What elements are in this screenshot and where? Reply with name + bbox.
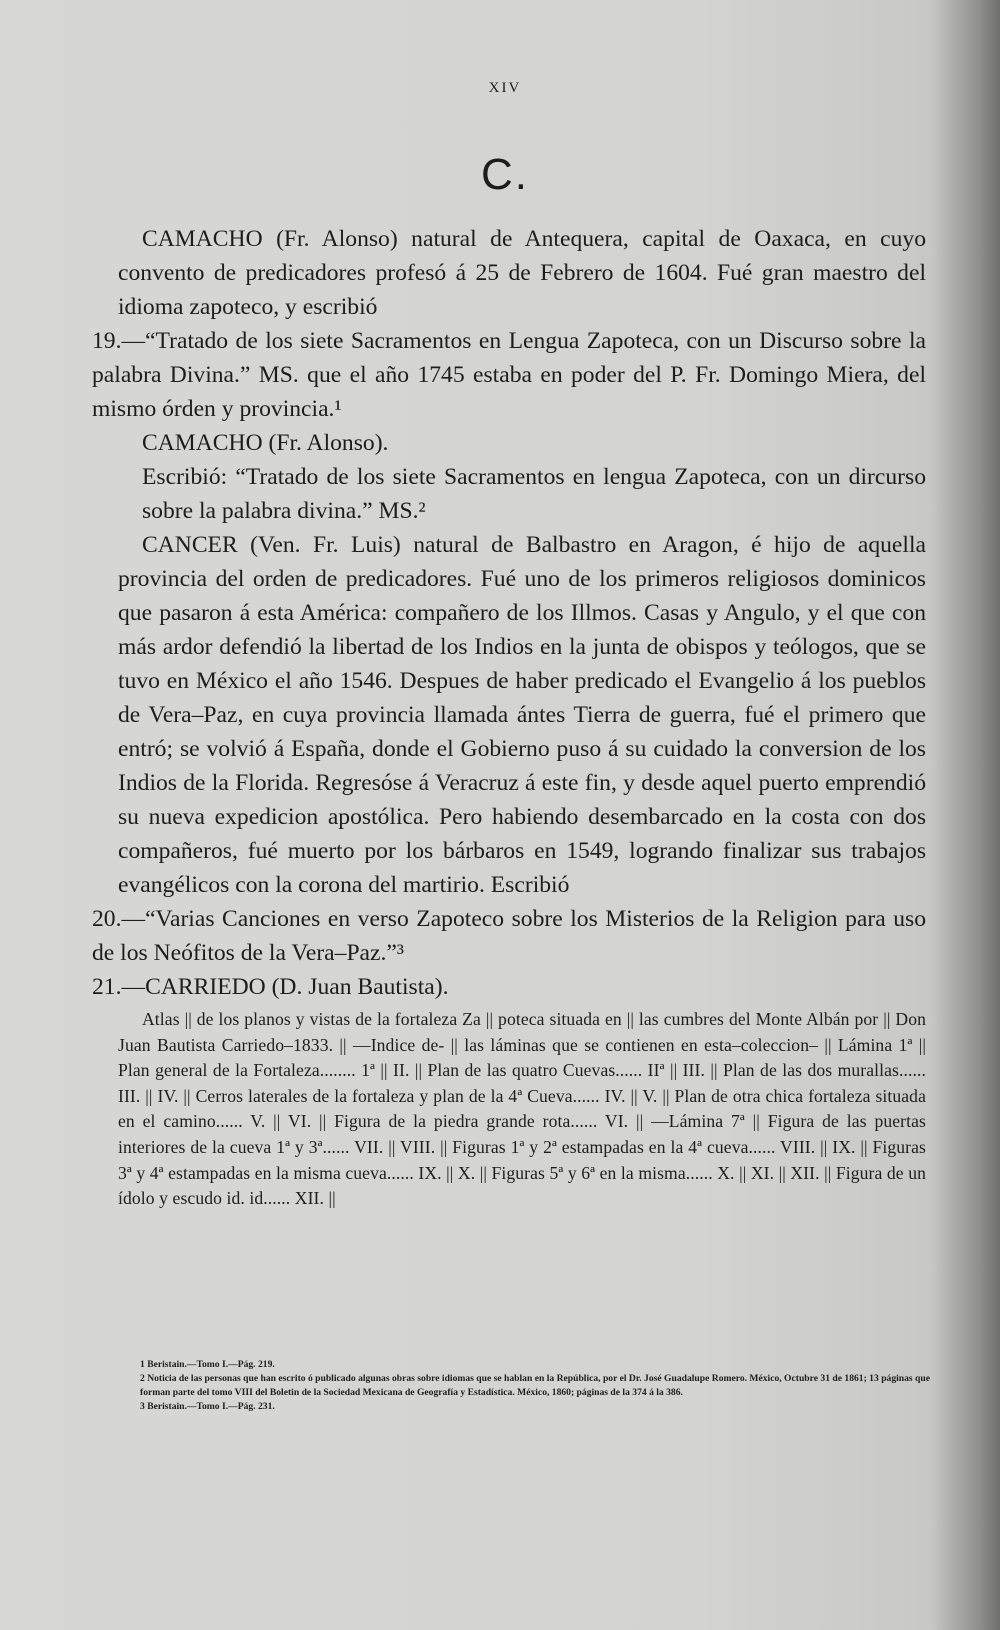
footnote-1: 1 Beristain.—Tomo I.—Pág. 219. <box>140 1359 275 1370</box>
entry-camacho-bio: CAMACHO (Fr. Alonso) natural de Antequera, capital de Oaxaca, en cuyo convento de predicadores profesó á 25 de Febrero de 1604. Fué gran maestro del idioma zapoteco, y escribió <box>118 226 926 320</box>
main-text <box>92 222 926 1212</box>
entry-cancer-bio: CANCER (Ven. Fr. Luis) natural de Balbastro en Aragon, é hijo de aquella provincia del orden de predicadores. Fué uno de los primeros religiosos dominicos que pasaron á esta América: compañero de los Illmos. Casas y Angulo, y el que con más ardor defendió la libertad de los Indios en la junta de obispos y teólogos, que se tuvo en México el año 1546. Despues de haber predicado el Evangelio á los pueblos de Vera–Paz, en cuya provincia llamada ántes Tierra de guerra, fué el primero que entró; se volvió á España, donde el Gobierno puso á su cuidado la conversion de los Indios de la Florida. Regresóse á Veracruz á este fin, y desde aquel puerto emprendió su nueva expedicion apostólica. Pero habiendo desembarcado en la costa con dos compañeros, fué muerto por los bárbaros en 1549, logrando finalizar sus trabajos evangélicos con la corona del martirio. Escribió <box>118 532 926 898</box>
page-number: XIV <box>488 80 522 96</box>
work-19: 19.—“Tratado de los siete Sacramentos en Lengua Zapoteca, con un Discurso sobre la palabra Divina.” MS. que el año 1745 estaba en poder del P. Fr. Domingo Miera, del mismo órden y provincia.¹ <box>92 328 926 422</box>
work-21-heading: 21.—CARRIEDO (D. Juan Bautista). <box>92 974 449 1000</box>
entry-camacho-heading: CAMACHO (Fr. Alonso). <box>142 430 389 456</box>
work-20: 20.—“Varias Canciones en verso Zapoteco sobre los Misterios de la Religion para uso de los Neófitos de la Vera–Paz.”³ <box>92 906 926 966</box>
entry-camacho-note: Escribió: “Tratado de los siete Sacramentos en lengua Zapoteca, con un dircurso sobre la palabra divina.” MS.² <box>142 464 926 524</box>
footnote-3: 3 Beristain.—Tomo I.—Pág. 231. <box>140 1401 275 1412</box>
footnotes <box>140 1358 930 1414</box>
section-heading: C. <box>481 150 529 199</box>
footnote-2: 2 Noticia de las personas que han escrito ó publicado algunas obras sobre idiomas que se hablan en la República, por el Dr. José Guadalupe Romero. México, Octubre 31 de 1861; 13 páginas que forman parte del tomo VIII del Boletin de la Sociedad Mexicana de Geografía y Estadística. México, 1860; páginas de la 374 á la 386. <box>140 1373 930 1398</box>
work-21-description: Atlas || de los planos y vistas de la fortaleza Za || poteca situada en || las cumbres del Monte Albán por || Don Juan Bautista Carriedo–1833. || —Indice de- || las láminas que se contienen en esta–coleccion– || Lámina 1ª || Plan general de la Fortaleza........ 1ª || II. || Plan de las quatro Cuevas...... IIª || III. || Plan de las dos murallas...... III. || IV. || Cerros laterales de la fortaleza y plan de la 4ª Cueva...... IV. || V. || Plan de otra chica fortaleza situada en el camino...... V. || VI. || Figura de la piedra grande rota...... VI. || —Lámina 7ª || Figura de las puertas interiores de la cueva 1ª y 3ª...... VII. || VIII. || Figuras 1ª y 2ª estampadas en la 4ª cueva...... VIII. || IX. || Figuras 3ª y 4ª estampadas en la misma cueva...... IX. || X. || Figuras 5ª y 6ª en la misma...... X. || XI. || XII. || Figura de un ídolo y escudo id. id...... XII. || <box>118 1009 926 1209</box>
